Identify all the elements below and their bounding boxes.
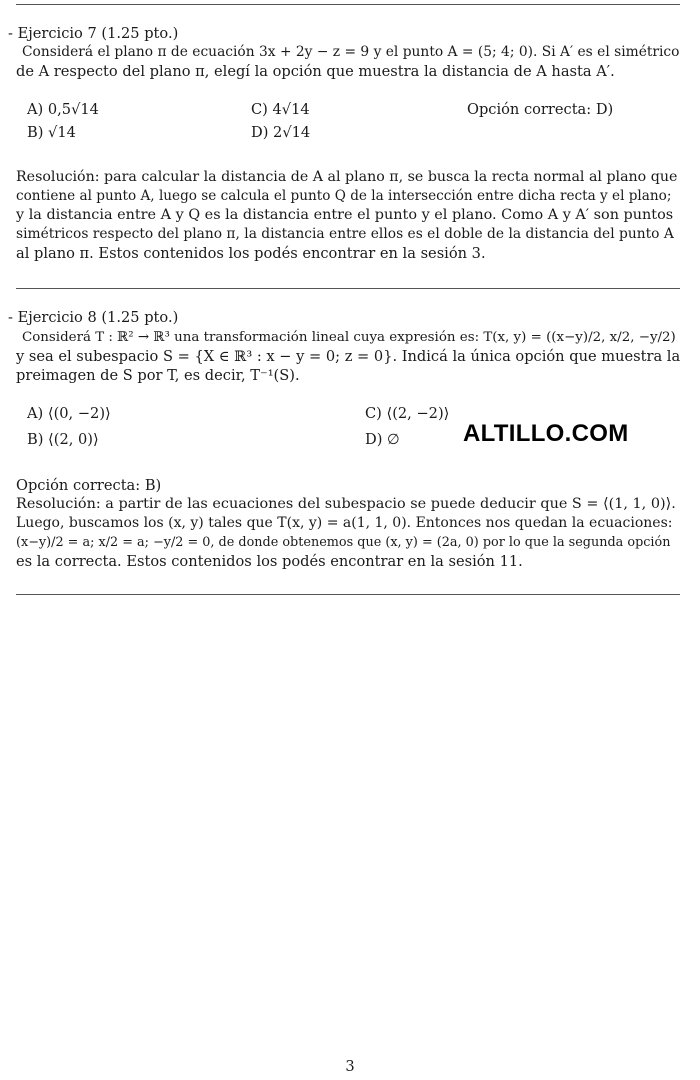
exercise-7-statement-line-1: Considerá el plano π de ecuación 3x + 2y − z = 9 y el punto A = (5; 4; 0). Si A′ es el simétrico xyxy=(22,44,680,60)
exercise-8-statement-line-1: Considerá T : ℝ² → ℝ³ una transformación lineal cuya expresión es: T(x, y) = ((x−y)/2, x/2, −y/2) xyxy=(22,330,676,345)
exercise-8-option-a: A) ⟨(0, −2)⟩ xyxy=(27,405,111,422)
exercise-7-resolution-line: y la distancia entre A y Q es la distancia entre el punto y el plano. Como A y A′ son puntos xyxy=(16,207,674,223)
exercise-8-resolution xyxy=(16,495,680,571)
exercise-8-statement-line-3: preimagen de S por T, es decir, T⁻¹(S). xyxy=(16,367,300,384)
exercise-8-resolution-line: es la correcta. Estos contenidos los podés encontrar en la sesión 11. xyxy=(16,553,523,570)
exercise-8-option-b: B) ⟨(2, 0)⟩ xyxy=(27,431,99,448)
exercise-7-correct-answer: Opción correcta: D) xyxy=(467,101,614,118)
exercise-8-resolution-line: Luego, buscamos los (x, y) tales que T(x, y) = a(1, 1, 0). Entonces nos quedan la ecuaciones: xyxy=(16,515,673,531)
bottom-rule xyxy=(16,594,680,595)
exercise-7-resolution-line: al plano π. Estos contenidos los podés encontrar en la sesión 3. xyxy=(16,245,486,262)
page-number: 3 xyxy=(345,1058,355,1075)
exercise-8-correct-answer-text: Opción correcta: B) xyxy=(16,477,162,494)
exercise-7-resolution-line: simétricos respecto del plano π, la distancia entre ellos es el doble de la distancia del punto A xyxy=(16,226,674,242)
exercise-8-resolution-line: Resolución: a partir de las ecuaciones del subespacio se puede deducir que S = ⟨(1, 1, 0)⟩. xyxy=(16,496,676,512)
exercise-7-resolution xyxy=(16,168,680,263)
exercise-8-title: - Ejercicio 8 (1.25 pto.) xyxy=(8,309,179,326)
divider-rule xyxy=(16,288,680,289)
exercise-7-header xyxy=(8,24,680,43)
exercise-8-resolution-line: (x−y)/2 = a; x/2 = a; −y/2 = 0, de donde obtenemos que (x, y) = (2a, 0) por lo que la segunda opción xyxy=(16,535,671,550)
exercise-8-statement-line-2: y sea el subespacio S = {X ∈ ℝ³ : x − y = 0; z = 0}. Indicá la única opción que muestra la xyxy=(16,348,681,365)
exercise-7-resolution-line: Resolución: para calcular la distancia de A al plano π, se busca la recta normal al plano que xyxy=(16,169,678,185)
exercise-7-title: - Ejercicio 7 (1.25 pto.) xyxy=(8,25,179,42)
top-rule xyxy=(16,4,680,5)
exercise-7-statement-line-2: de A respecto del plano π, elegí la opción que muestra la distancia de A hasta A′. xyxy=(16,63,615,80)
exercise-7-statement xyxy=(16,43,680,81)
exercise-8-option-d: D) ∅ xyxy=(365,431,400,448)
exercise-8-option-c: C) ⟨(2, −2)⟩ xyxy=(365,405,450,422)
exercise-7-option-a: A) 0,5√14 xyxy=(27,101,99,118)
exercise-8-statement xyxy=(16,328,680,385)
exercise-7-option-d: D) 2√14 xyxy=(251,124,311,141)
exercise-7-resolution-line: contiene al punto A, luego se calcula el punto Q de la intersección entre dicha recta y el plano; xyxy=(16,188,672,204)
altillo-watermark: ALTILLO.COM xyxy=(463,420,629,447)
exercise-7-option-b: B) √14 xyxy=(27,124,76,141)
exercise-8-header xyxy=(8,308,680,327)
exercise-8-correct-answer xyxy=(16,476,680,495)
exercise-7-option-c: C) 4√14 xyxy=(251,101,310,118)
